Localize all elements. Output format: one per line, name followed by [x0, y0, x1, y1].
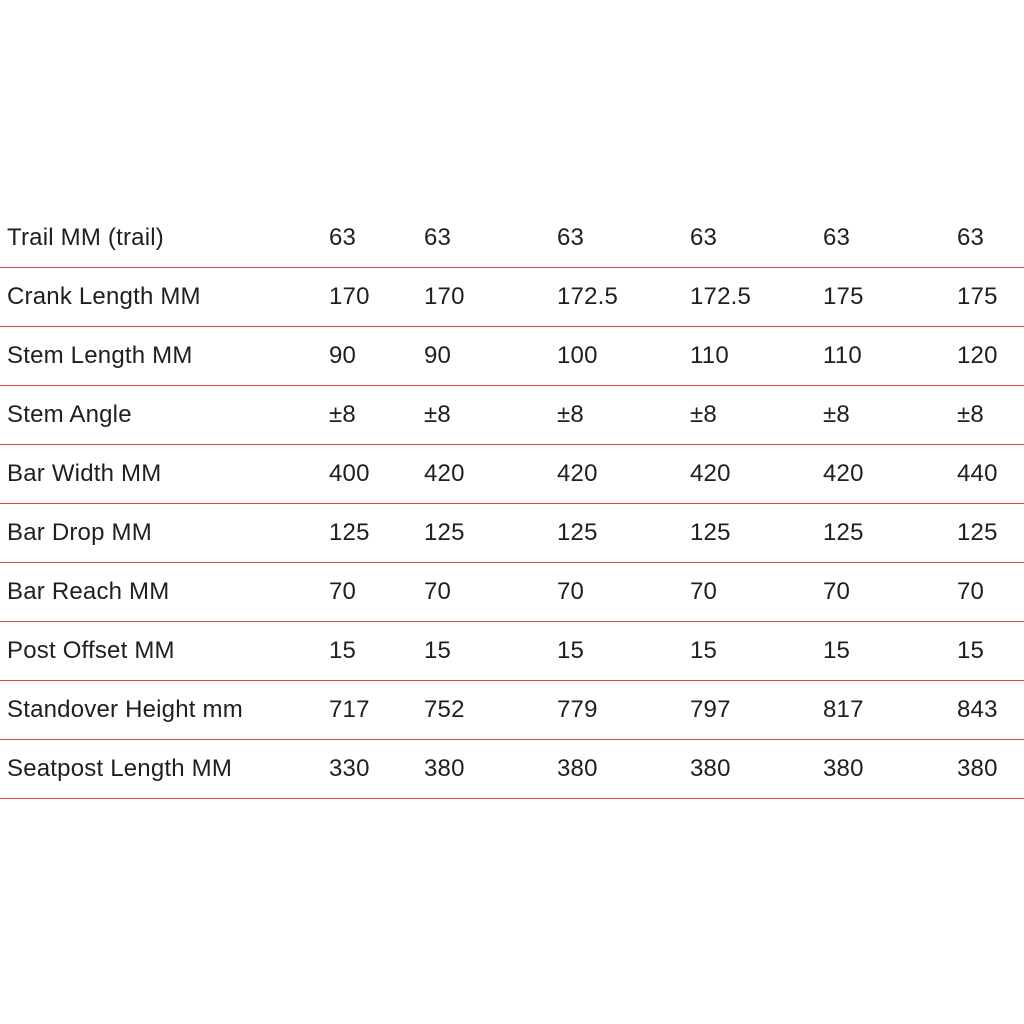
- table-cell: 70: [557, 578, 585, 605]
- table-cell: 172.5: [690, 283, 752, 310]
- table-cell: ±8: [823, 401, 850, 428]
- table-row-standover-height: [0, 681, 1024, 740]
- row-label: Bar Width MM: [7, 460, 162, 487]
- table-cell: 170: [424, 283, 465, 310]
- table-row-bar-reach: [0, 563, 1024, 622]
- table-cell: 380: [690, 755, 731, 782]
- table-cell: 440: [957, 460, 998, 487]
- table-cell: 125: [557, 519, 598, 546]
- table-cell: 120: [957, 342, 998, 369]
- row-label: Post Offset MM: [7, 637, 175, 664]
- table-cell: 125: [424, 519, 465, 546]
- row-label: Trail MM (trail): [7, 224, 164, 251]
- row-label: Stem Angle: [7, 401, 132, 428]
- table-cell: 752: [424, 696, 465, 723]
- table-row-post-offset: [0, 622, 1024, 681]
- table-cell: 380: [823, 755, 864, 782]
- table-cell: 380: [424, 755, 465, 782]
- table-cell: 63: [823, 224, 851, 251]
- table-cell: 175: [823, 283, 864, 310]
- table-cell: 125: [957, 519, 998, 546]
- table-cell: 90: [329, 342, 357, 369]
- table-cell: 15: [424, 637, 452, 664]
- table-row-bar-width: [0, 445, 1024, 504]
- table-cell: 125: [823, 519, 864, 546]
- table-cell: 779: [557, 696, 598, 723]
- table-cell: 63: [329, 224, 357, 251]
- table-cell: 90: [424, 342, 452, 369]
- table-row-seatpost-length: [0, 740, 1024, 799]
- table-cell: 100: [557, 342, 598, 369]
- table-cell: 420: [823, 460, 864, 487]
- row-label: Seatpost Length MM: [7, 755, 233, 782]
- table-cell: 400: [329, 460, 370, 487]
- table-row-bar-drop: [0, 504, 1024, 563]
- table-cell: 125: [329, 519, 370, 546]
- table-cell: 15: [823, 637, 851, 664]
- table-cell: 15: [957, 637, 985, 664]
- table-cell: 717: [329, 696, 370, 723]
- table-cell: 70: [957, 578, 985, 605]
- table-cell: 172.5: [557, 283, 619, 310]
- table-cell: 420: [424, 460, 465, 487]
- table-cell: 70: [329, 578, 357, 605]
- row-label: Bar Drop MM: [7, 519, 152, 546]
- row-label: Bar Reach MM: [7, 578, 170, 605]
- table-cell: 330: [329, 755, 370, 782]
- table-row-crank-length: [0, 268, 1024, 327]
- table-cell: 420: [690, 460, 731, 487]
- table-row-trail: [0, 209, 1024, 268]
- table-cell: 175: [957, 283, 998, 310]
- table-row-stem-length: [0, 327, 1024, 386]
- table-row-stem-angle: [0, 386, 1024, 445]
- table-cell: 15: [557, 637, 585, 664]
- table-cell: 15: [329, 637, 357, 664]
- table-cell: 63: [557, 224, 585, 251]
- table-cell: 817: [823, 696, 864, 723]
- table-cell: 797: [690, 696, 731, 723]
- table-cell: ±8: [690, 401, 717, 428]
- table-cell: 110: [690, 342, 729, 369]
- table-cell: ±8: [957, 401, 984, 428]
- table-cell: 380: [957, 755, 998, 782]
- table-cell: ±8: [329, 401, 356, 428]
- table-cell: 380: [557, 755, 598, 782]
- table-cell: 15: [690, 637, 718, 664]
- row-label: Standover Height mm: [7, 696, 243, 723]
- table-cell: 110: [823, 342, 862, 369]
- table-cell: 70: [690, 578, 718, 605]
- geometry-table: [0, 209, 1024, 799]
- table-cell: 125: [690, 519, 731, 546]
- table-cell: 170: [329, 283, 370, 310]
- table-cell: 63: [957, 224, 985, 251]
- row-label: Stem Length MM: [7, 342, 193, 369]
- row-label: Crank Length MM: [7, 283, 201, 310]
- table-cell: 63: [690, 224, 718, 251]
- table-cell: 63: [424, 224, 452, 251]
- table-cell: 420: [557, 460, 598, 487]
- table-cell: ±8: [557, 401, 584, 428]
- table-cell: ±8: [424, 401, 451, 428]
- table-cell: 70: [823, 578, 851, 605]
- table-cell: 843: [957, 696, 998, 723]
- table-cell: 70: [424, 578, 452, 605]
